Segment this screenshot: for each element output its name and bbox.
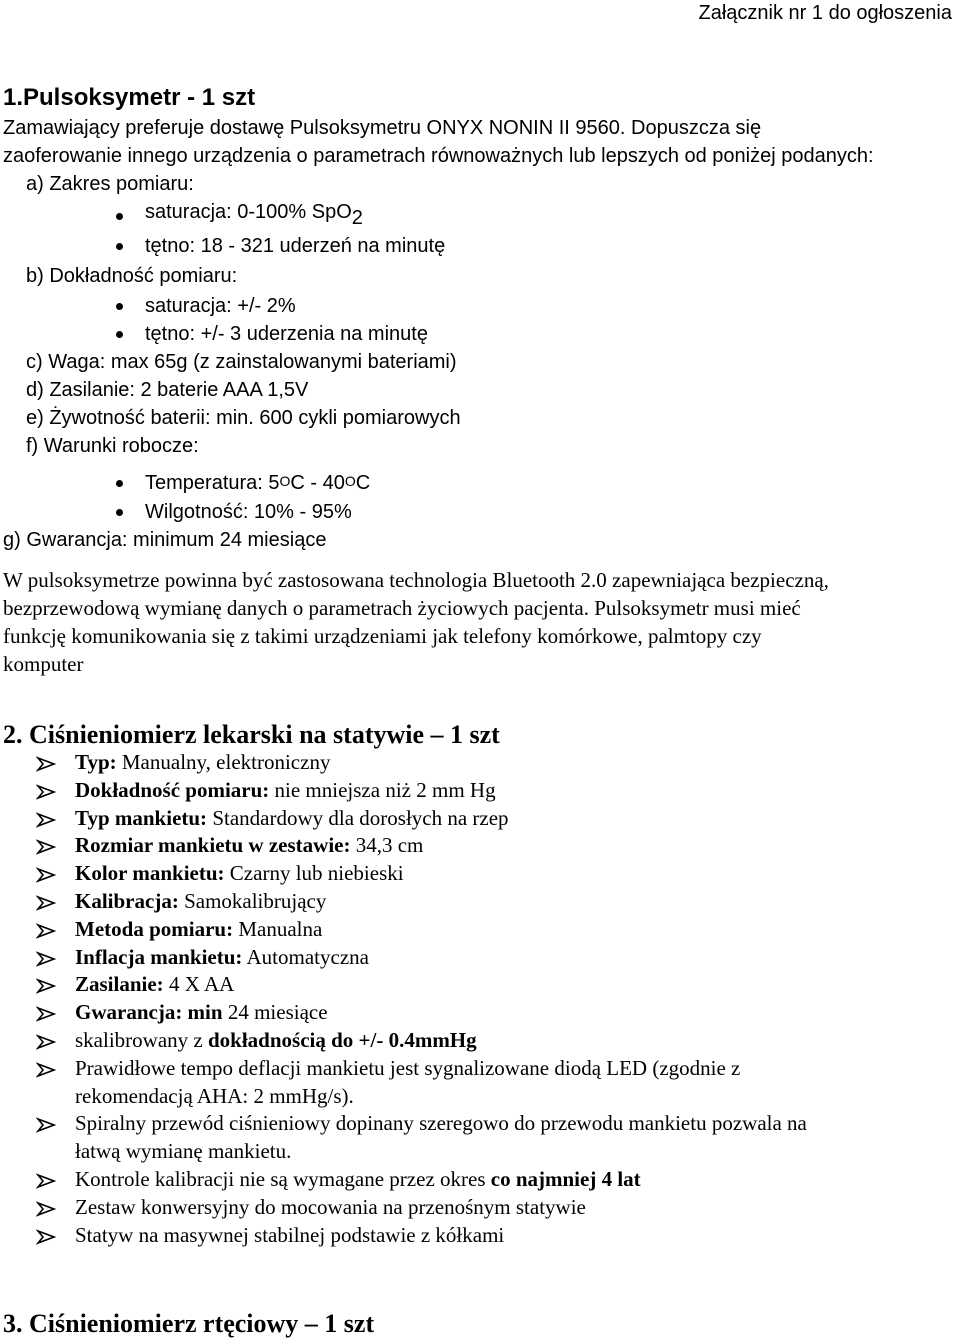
spec-item: Typ: Manualny, elektroniczny	[75, 750, 331, 774]
calibration-accuracy: skalibrowany z dokładnością do +/- 0.4mmHg	[75, 1028, 477, 1052]
arrow-bullet-icon	[36, 784, 56, 800]
power-line: d) Zasilanie: 2 baterie AAA 1,5V	[26, 379, 309, 401]
range-label: a) Zakres pomiaru:	[26, 173, 194, 195]
humidity-line: Wilgotność: 10% - 95%	[145, 501, 352, 523]
accuracy-pulse: tętno: +/- 3 uderzenia na minutę	[145, 323, 428, 345]
warranty-line: g) Gwarancja: minimum 24 miesiące	[3, 529, 327, 551]
arrow-bullet-icon	[36, 1062, 56, 1078]
conversion-kit: Zestaw konwersyjny do mocowania na przenośnym statywie	[75, 1194, 586, 1219]
bullet-dot-icon	[116, 303, 123, 310]
arrow-bullet-icon	[36, 867, 56, 883]
arrow-bullet-icon	[36, 951, 56, 967]
bullet-dot-icon	[116, 331, 123, 338]
bluetooth-line2: bezprzewodową wymianę danych o parametrach życiowych pacjenta. Pulsoksymetr musi mieć	[3, 596, 801, 620]
section1-intro-line2: zaoferowanie innego urządzenia o parametrach równoważnych lub lepszych od poniżej podanych:	[3, 145, 874, 167]
arrow-bullet-icon	[36, 1173, 56, 1189]
bluetooth-line1: W pulsoksymetrze powinna być zastosowana technologia Bluetooth 2.0 zapewniająca bezpieczną,	[3, 568, 829, 592]
arrow-bullet-icon	[36, 895, 56, 911]
accuracy-saturation: saturacja: +/- 2%	[145, 295, 296, 317]
bullet-dot-icon	[116, 243, 123, 250]
arrow-bullet-icon	[36, 839, 56, 855]
range-pulse: tętno: 18 - 321 uderzeń na minutę	[145, 235, 446, 257]
working-conditions-label: f) Warunki robocze:	[26, 435, 199, 457]
spec-item: Typ mankietu: Standardowy dla dorosłych na rzep	[75, 805, 509, 830]
spec-item: Metoda pomiaru: Manualna	[75, 916, 323, 941]
deflation-line1: Prawidłowe tempo deflacji mankietu jest sygnalizowane diodą LED (zgodnie z	[75, 1055, 741, 1080]
temperature-line: Temperatura: $5^OC - 40^OC$	[145, 472, 371, 494]
bullet-dot-icon	[116, 213, 123, 220]
spec-item: Rozmiar mankietu w zestawie: 34,3 cm	[75, 833, 424, 858]
spec-item: Gwarancja: min 24 miesiące	[75, 1000, 328, 1025]
spec-item: Inflacja mankietu: Automatyczna	[75, 944, 369, 969]
spec-item: Dokładność pomiaru: nie mniejsza niż 2 mm Hg	[75, 777, 496, 802]
arrow-bullet-icon	[36, 1034, 56, 1050]
spec-item: Zasilanie: 4 X AA	[75, 972, 235, 997]
section2-title: 2. Ciśnieniomierz lekarski na statywie – 1 szt	[3, 720, 500, 749]
spec-item: Kalibracja: Samokalibrujący	[75, 889, 327, 913]
weight-line: c) Waga: max 65g (z zainstalowanymi bateriami)	[26, 351, 457, 373]
accuracy-label: b) Dokładność pomiaru:	[26, 265, 238, 287]
arrow-bullet-icon	[36, 1229, 56, 1245]
arrow-bullet-icon	[36, 756, 56, 772]
bullet-dot-icon	[116, 480, 123, 487]
spiral-line1: Spiralny przewód ciśnieniowy dopinany szeregowo do przewodu mankietu pozwala na	[75, 1111, 807, 1136]
calibration-control: Kontrole kalibracji nie są wymagane przez okres co najmniej 4 lat	[75, 1167, 641, 1191]
spec-item: Kolor mankietu: Czarny lub niebieski	[75, 861, 404, 886]
annex-header: Załącznik nr 1 do ogłoszenia	[698, 2, 952, 24]
arrow-bullet-icon	[36, 1201, 56, 1217]
bluetooth-line3: funkcję komunikowania się z takimi urządzeniami jak telefony komórkowe, palmtopy czy	[3, 624, 762, 648]
spiral-line2: łatwą wymianę mankietu.	[75, 1139, 292, 1164]
arrow-bullet-icon	[36, 923, 56, 939]
arrow-bullet-icon	[36, 1006, 56, 1022]
battery-life-line: e) Żywotność baterii: min. 600 cykli pomiarowych	[26, 407, 461, 429]
deflation-line2: rekomendacją AHA: 2 mmHg/s).	[75, 1083, 354, 1108]
arrow-bullet-icon	[36, 1117, 56, 1133]
section1-intro-line1: Zamawiający preferuje dostawę Pulsoksymetru ONYX NONIN II 9560. Dopuszcza się	[3, 117, 762, 139]
arrow-bullet-icon	[36, 978, 56, 994]
subscript-2: 2	[351, 207, 363, 229]
range-saturation: saturacja: 0-100% SpO$_2$	[145, 201, 363, 229]
section1-title: 1.Pulsoksymetr - 1 szt	[3, 84, 256, 111]
stand-line: Statyw na masywnej stabilnej podstawie z kółkami	[75, 1222, 505, 1247]
bluetooth-line4: komputer	[3, 652, 84, 676]
bullet-dot-icon	[116, 509, 123, 516]
arrow-bullet-icon	[36, 812, 56, 828]
section3-title: 3. Ciśnieniomierz rtęciowy – 1 szt	[3, 1309, 375, 1338]
